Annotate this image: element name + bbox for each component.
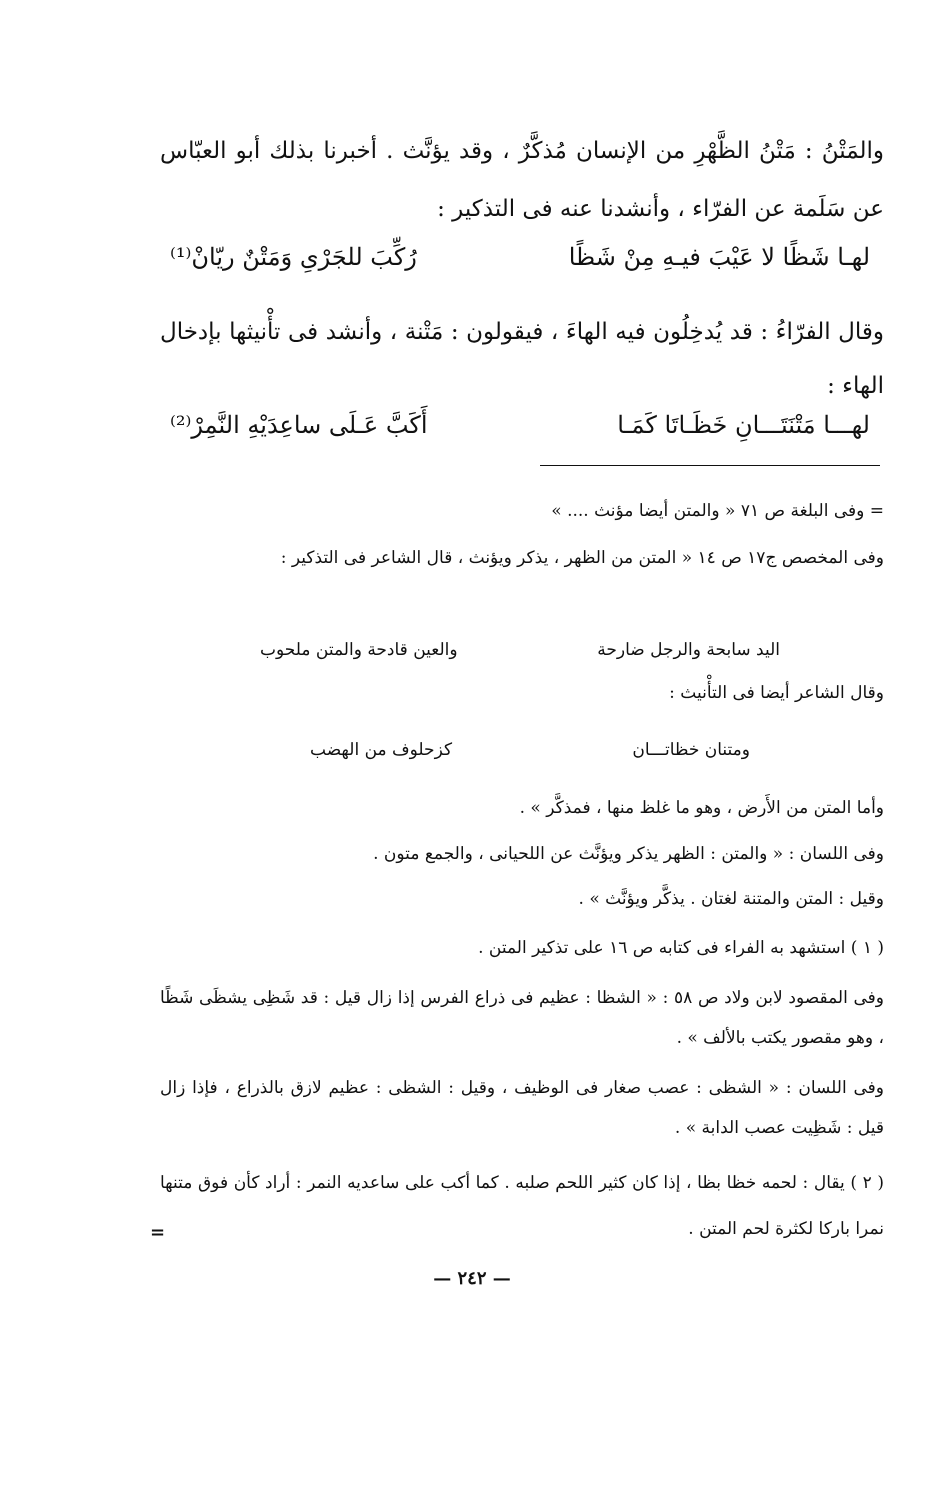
continuation-mark: =	[150, 1222, 166, 1243]
footnote-line-4: وقال الشاعر أيضا فى التأْنيث :	[669, 683, 884, 703]
footnote-verse-1-first-hemistich: اليد سابحة والرجل ضارحة	[597, 640, 780, 660]
footnote-line-2: وفى المخصص ج١٧ ص ١٤ « المتن من الظهر ، يذكر ويؤنث ، قال الشاعر فى التذكير :	[280, 548, 884, 568]
main-paragraph-1: والمَتْنُ : مَتْنُ الظَّهْرِ من الإنسان مُذكَّرٌ ، وقد يؤنَّث . أخبرنا بذلك أبو العبّاس عن سَلَمة عن الفرّاء ، وأنشدنا عنه فى التذكير :	[160, 138, 884, 222]
page-number: — ٢٤٢ —	[433, 1268, 511, 1289]
footnote-1: ( ١ ) استشهد به الفراء فى كتابه ص ١٦ على تذكير المتن .	[478, 938, 884, 958]
footnote-line-10: وفى المقصود لابن ولاد ص ٥٨ : « الشظا : عظيم فى ذراع الفرس إذا زال قيل : قد شَظِى يشظَى شَظًا ، وهو مقصور يكتب بالألف » .	[160, 988, 884, 1048]
footnote-separator	[540, 465, 880, 466]
verse-1-second-hemistich: رُكِّبَ للجَرْىِ وَمَتْنٌ ريّانْ⁽¹⁾	[170, 243, 417, 271]
footnote-verse-1-second-hemistich: والعين قادحة والمتن ملحوب	[260, 640, 458, 660]
footnote-verse-1	[260, 640, 780, 660]
footnote-line-11: وفى اللسان : « الشظى : عصب صغار فى الوظيف ، وقيل : الشظى : عظيم لازق بالذراع ، فإذا زال قيل : شَظِيت عصب الدابة » .	[160, 1078, 884, 1138]
footnote-line-8: وقيل : المتن والمتنة لغتان . يذكَّر ويؤنَّث » .	[578, 889, 884, 909]
verse-2-first-hemistich: لهـــا مَتْنَتَـــانِ خَظَـاتَا كَمَـا	[617, 411, 870, 439]
verse-2-second-hemistich: أَكَبَّ عَـلَى ساعِدَيْهِ النَّمِرْ⁽²⁾	[170, 411, 428, 439]
verse-1	[170, 242, 870, 273]
footnote-verse-2-first-hemistich: ومتنان خظاتـــان	[632, 740, 750, 760]
footnote-line-7: وفى اللسان : « والمتن : الظهر يذكر ويؤنَّث عن اللحيانى ، والجمع متون .	[373, 844, 884, 864]
main-paragraph-2: وقال الفرّاءُ : قد يُدخِلُون فيه الهاءَ ، فيقولون : مَتْنة ، وأنشد فى تأْنيثها بإدخال الهاء :	[160, 319, 884, 399]
footnote-line-6: وأما المتن من الأَرض ، وهو ما غلظ منها ، فمذكَّر » .	[519, 798, 884, 818]
verse-1-first-hemistich: لهـا شَظًا لا عَيْبَ فيـهِ مِنْ شَظًا	[568, 243, 870, 271]
verse-2	[170, 410, 870, 441]
footnote-2: ( ٢ ) يقال : لحمه خظا بظا ، إذا كان كثير اللحم صلبه . كما أكب على ساعديه النمر : أراد كأن فوق متنها نمرا باركا لكثرة لحم المتن .	[160, 1173, 884, 1239]
footnote-verse-2	[310, 740, 750, 760]
footnote-verse-2-second-hemistich: كزحلوف من الهضب	[310, 740, 453, 760]
footnote-line-1: = وفى البلغة ص ٧١ « والمتن أيضا مؤنث .... »	[551, 501, 884, 521]
